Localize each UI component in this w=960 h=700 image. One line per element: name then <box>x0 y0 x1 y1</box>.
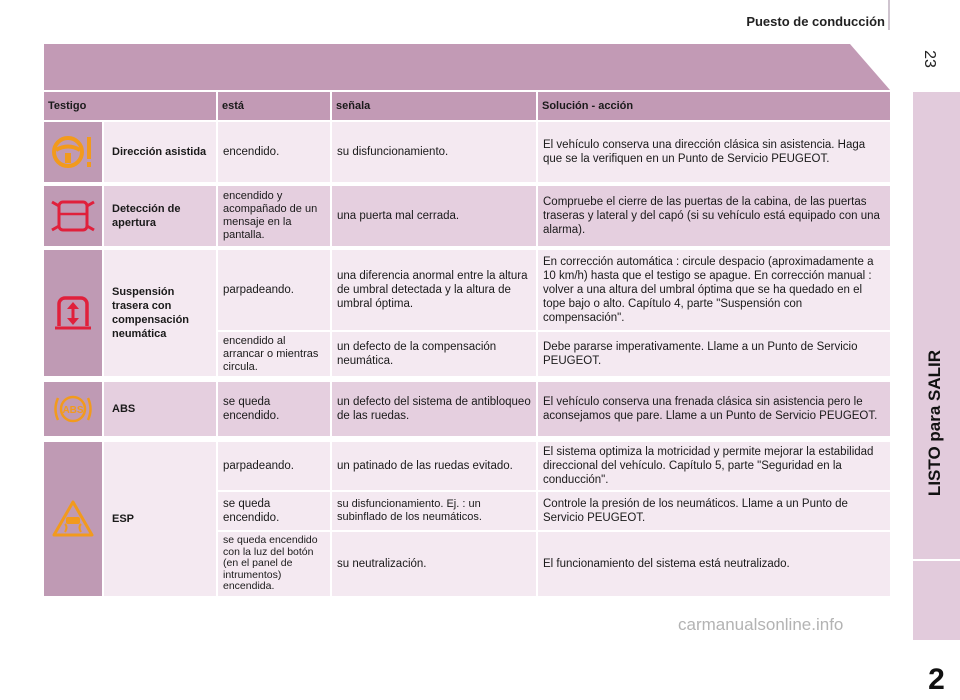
icon-cell <box>44 442 102 596</box>
table-group-door-detection <box>44 186 890 246</box>
abs-warning-icon <box>52 392 94 426</box>
icon-cell <box>44 382 102 436</box>
chapter-number: 2 <box>928 663 945 696</box>
warning-name: ABS <box>104 382 216 436</box>
table-group-esp <box>44 442 890 596</box>
icon-cell <box>44 122 102 182</box>
column-header-esta: está <box>218 92 330 120</box>
signal-cell: un defecto del sistema de antibloqueo de las ruedas. <box>332 382 536 436</box>
esp-warning-icon <box>52 500 94 538</box>
column-header-solucion: Solución - acción <box>538 92 890 120</box>
signal-cell: un patinado de las ruedas evitado. <box>332 442 536 490</box>
state-cell: encendido. <box>218 122 330 182</box>
chapter-tab <box>913 92 960 696</box>
signal-cell: su disfuncionamiento. <box>332 122 536 182</box>
solution-cell: El sistema optimiza la motricidad y permite mejorar la estabilidad direccional del vehículo. Capítulo 5, parte "Seguridad en la conducción". <box>538 442 890 490</box>
signal-cell: una diferencia anormal entre la altura de umbral detectada y la altura de umbral óptima. <box>332 250 536 330</box>
solution-cell: El vehículo conserva una dirección clásica sin asistencia. Haga que se la verifiquen en un Punto de Servicio PEUGEOT. <box>538 122 890 182</box>
column-header-testigo: Testigo <box>44 92 216 120</box>
state-cell: se queda encendido. <box>218 492 330 530</box>
state-cell: encendido al arrancar o mientras circula. <box>218 332 330 376</box>
state-cell: se queda encendido. <box>218 382 330 436</box>
section-title: Puesto de conducción <box>746 14 885 29</box>
warning-name: Suspensión trasera con compensación neumática <box>104 250 216 376</box>
signal-cell: un defecto de la compensación neumática. <box>332 332 536 376</box>
table-group-abs <box>44 382 890 436</box>
solution-cell: Controle la presión de los neumáticos. Llame a un Punto de Servicio PEUGEOT. <box>538 492 890 530</box>
section-banner <box>44 44 890 90</box>
table-group-power-steering <box>44 122 890 182</box>
rear-suspension-warning-icon <box>53 292 93 334</box>
watermark: carmanualsonline.info <box>678 615 844 634</box>
warning-name: Detección de apertura <box>104 186 216 246</box>
icon-cell <box>44 250 102 376</box>
state-cell: parpadeando. <box>218 442 330 490</box>
table-group-rear-suspension <box>44 250 890 376</box>
signal-cell: su neutralización. <box>332 532 536 596</box>
header-divider <box>888 0 890 30</box>
state-cell: se queda encendido con la luz del botón (en el panel de intrumentos) encendida. <box>218 532 330 596</box>
solution-cell: Debe pararse imperativamente. Llame a un Punto de Servicio PEUGEOT. <box>538 332 890 376</box>
chapter-tab-divider <box>913 559 960 561</box>
icon-cell <box>44 186 102 246</box>
svg-text:ABS: ABS <box>62 405 84 416</box>
warning-name: ESP <box>104 442 216 596</box>
warning-name: Dirección asistida <box>104 122 216 182</box>
page-number: 23 <box>921 50 938 68</box>
solution-cell: En corrección automática : circule despacio (aproximadamente a 10 km/h) hasta que el testigo se apague. En corrección manual : volver a una altura del umbral óptima que se ha quedado en el tope bajo o alto. Capítulo 4, parte "Suspensión con compensación". <box>538 250 890 330</box>
signal-cell: su disfuncionamiento. Ej. : un subinflado de los neumáticos. <box>332 492 536 530</box>
chapter-tab-label: LISTO para SALIR <box>925 349 944 497</box>
solution-cell: El funcionamiento del sistema está neutralizado. <box>538 532 890 596</box>
state-cell: parpadeando. <box>218 250 330 330</box>
solution-cell: Compruebe el cierre de las puertas de la cabina, de las puertas traseras y lateral y del capó (si su vehículo está equipado con una alarma). <box>538 186 890 246</box>
column-header-senala: señala <box>332 92 536 120</box>
signal-cell: una puerta mal cerrada. <box>332 186 536 246</box>
power-steering-warning-icon <box>50 131 96 173</box>
solution-cell: El vehículo conserva una frenada clásica sin asistencia pero le aconsejamos que pare. Llame a un Punto de Servicio PEUGEOT. <box>538 382 890 436</box>
door-open-warning-icon <box>51 198 95 234</box>
state-cell: encendido y acompañado de un mensaje en la pantalla. <box>218 186 330 246</box>
